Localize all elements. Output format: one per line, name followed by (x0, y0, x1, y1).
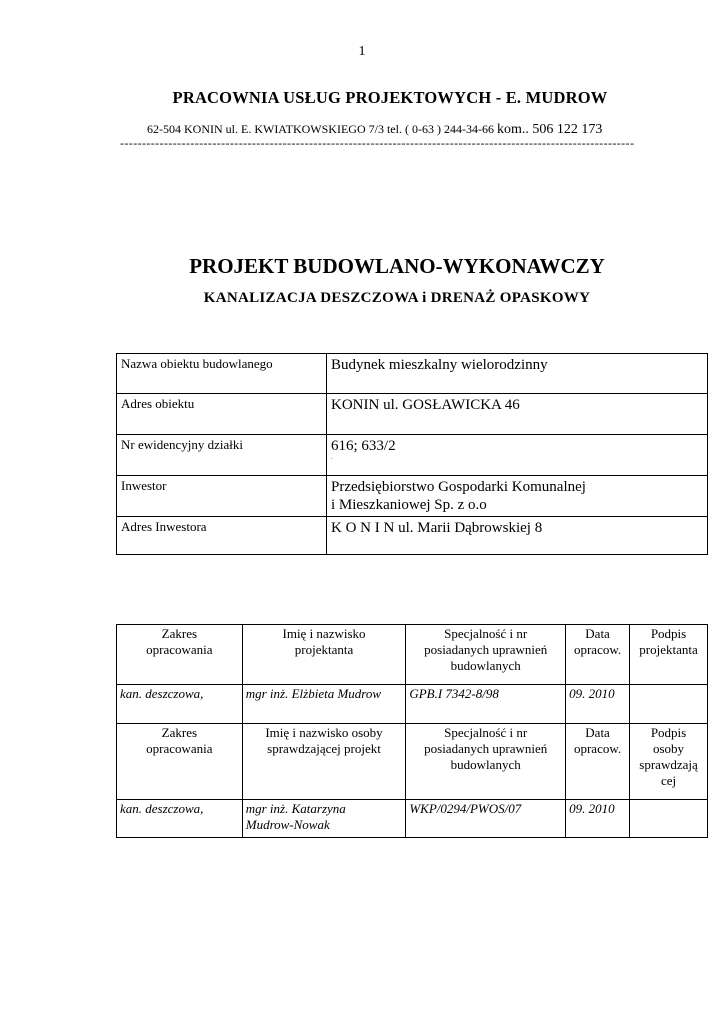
header-text: Zakres (161, 725, 198, 740)
header-text: Imię i nazwisko (282, 626, 366, 641)
table-row (117, 476, 708, 517)
header-text: budowlanych (450, 658, 521, 673)
mobile-number: kom.. 506 122 173 (496, 122, 603, 137)
header-text: Data (585, 626, 610, 641)
date-cell: 09. 2010 (566, 800, 630, 838)
table-row (117, 800, 708, 838)
header-text: Data (585, 725, 610, 740)
header-text: cej (660, 773, 677, 788)
license-cell: WKP/0294/PWOS/07 (406, 800, 566, 838)
table-header-row (117, 625, 708, 685)
header-cell (117, 724, 243, 800)
row-label: Inwestor (117, 476, 327, 517)
header-text: opracow. (573, 642, 622, 657)
header-cell (566, 625, 630, 685)
table-row (117, 394, 708, 435)
header-cell (630, 724, 708, 800)
header-text: opracowania (146, 642, 213, 657)
document-subtitle: KANALIZACJA DESZCZOWA i DRENAŻ OPASKOWY (203, 290, 591, 306)
header-text: Podpis (650, 626, 687, 641)
designer-name-cell: mgr inż. Elżbieta Mudrow (242, 685, 406, 724)
header-text: opracow. (573, 741, 622, 756)
row-value: Budynek mieszkalny wielorodzinny (327, 354, 708, 394)
table-row (117, 517, 708, 555)
row-label: Nazwa obiektu budowlanego (117, 354, 327, 394)
row-value (327, 476, 708, 517)
header-text: opracowania (146, 741, 213, 756)
header-cell (242, 724, 406, 800)
name-line: mgr inż. Katarzyna (245, 801, 346, 816)
investor-line-1: Przedsiębiorstwo Gospodarki Komunalnej (331, 479, 586, 495)
table-row (117, 435, 708, 476)
table-row (117, 685, 708, 724)
header-cell (630, 625, 708, 685)
table-header-row (117, 724, 708, 800)
header-cell (406, 724, 566, 800)
investor-line-2: i Mieszkaniowej Sp. z o.o (331, 497, 487, 513)
license-cell: GPB.I 7342-8/98 (406, 685, 566, 724)
row-value: KONIN ul. GOSŁAWICKA 46 (327, 394, 708, 435)
project-info-table (116, 353, 708, 555)
header-text: Zakres (161, 626, 198, 641)
name-line: Mudrow-Nowak (245, 817, 330, 832)
header-cell (406, 625, 566, 685)
header-text: Imię i nazwisko osoby (265, 725, 383, 740)
header-text: Specjalność i nr (444, 626, 528, 641)
row-label: Nr ewidencyjny działki (117, 435, 327, 476)
header-text: sprawdzają (639, 757, 698, 772)
staff-table (116, 624, 708, 838)
firm-name: PRACOWNIA USŁUG PROJEKTOWYCH - E. MUDROW (172, 88, 608, 107)
header-text: budowlanych (450, 757, 521, 772)
header-text: projektanta (294, 642, 354, 657)
header-text: posiadanych uprawnień (424, 741, 548, 756)
row-label: Adres obiektu (117, 394, 327, 435)
page-number: 1 (358, 44, 366, 59)
header-cell (242, 625, 406, 685)
checker-name-cell (242, 800, 406, 838)
scope-cell: kan. deszczowa, (117, 685, 243, 724)
header-separator: --------------------------------------------------------------------------------------------------------------------- (120, 136, 635, 150)
row-label: Adres Inwestora (117, 517, 327, 555)
header-text: posiadanych uprawnień (424, 642, 548, 657)
scope-cell: kan. deszczowa, (117, 800, 243, 838)
header-text: osoby (652, 741, 685, 756)
table-row (117, 354, 708, 394)
header-text: projektanta (639, 642, 698, 657)
signature-cell (630, 800, 708, 838)
header-text: Specjalność i nr (444, 725, 528, 740)
date-cell: 09. 2010 (566, 685, 630, 724)
header-cell (566, 724, 630, 800)
address-text: 62-504 KONIN ul. E. KWIATKOWSKIEGO 7/3 tel. ( 0-63 ) 244-34-66 (147, 122, 497, 136)
row-value (327, 435, 708, 476)
row-value: K O N I N ul. Marii Dąbrowskiej 8 (327, 517, 708, 555)
small-mark: . (331, 455, 333, 461)
signature-cell (630, 685, 708, 724)
document-title: PROJEKT BUDOWLANO-WYKONAWCZY (189, 254, 605, 278)
header-text: sprawdzającej projekt (267, 741, 381, 756)
header-text: Podpis (650, 725, 687, 740)
header-cell (117, 625, 243, 685)
plot-numbers: 616; 633/2 (331, 438, 396, 454)
